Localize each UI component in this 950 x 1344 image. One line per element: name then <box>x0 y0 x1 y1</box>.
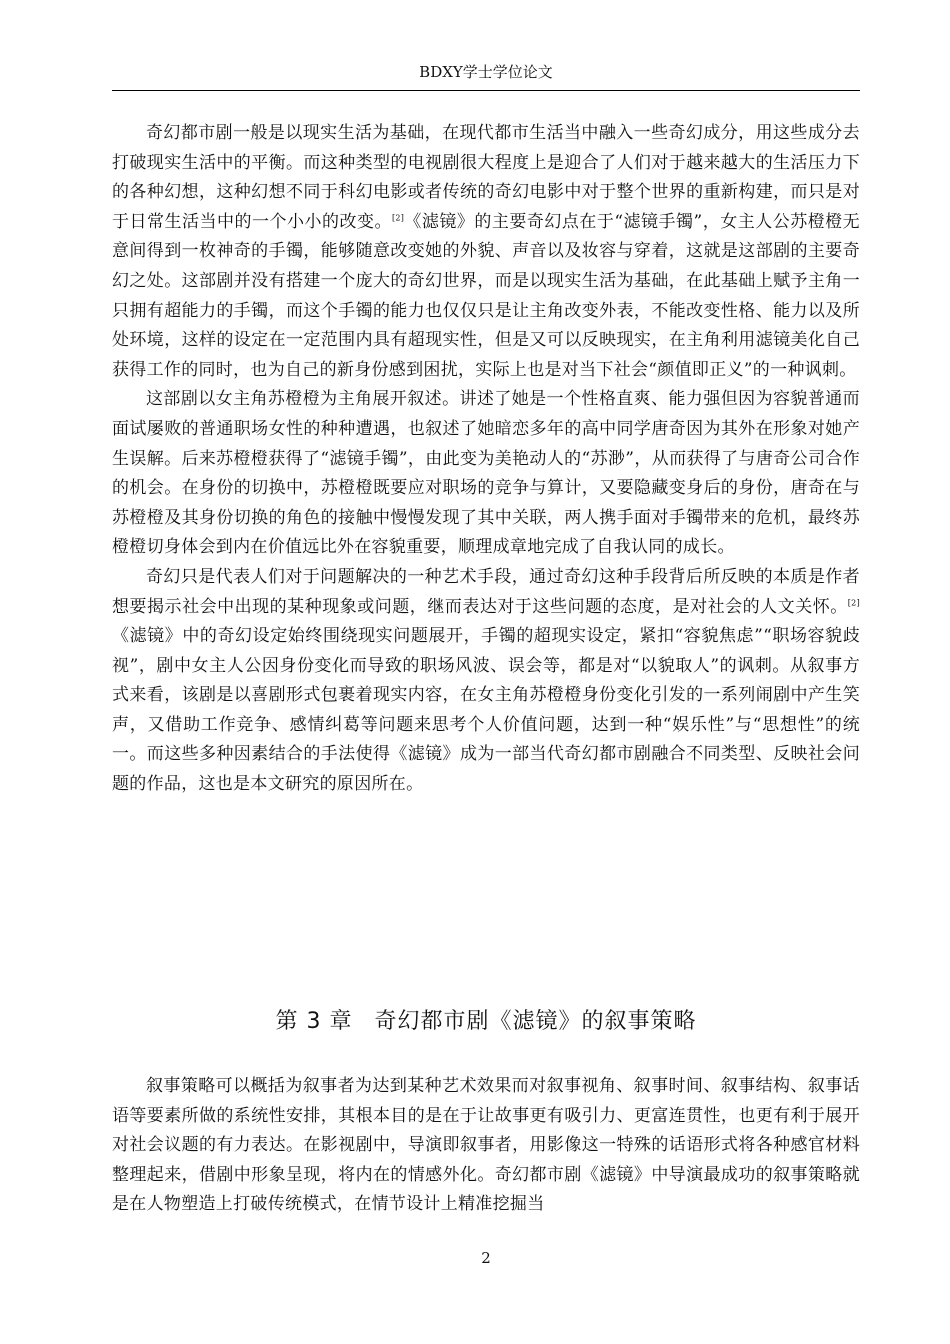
section-body <box>112 119 860 800</box>
paragraph-3-text-a: 奇幻只是代表人们对于问题解决的一种艺术手段，通过奇幻这种手段背后所反映的本质是作者想要揭示社会中出现的某种现象或问题，继而表达对于这些问题的态度，是对社会的人文关怀。 <box>112 566 860 617</box>
chapter-number: 第 3 章 <box>275 1009 353 1034</box>
page-number: 2 <box>481 1249 491 1267</box>
paragraph-3-text-b: 《滤镜》中的奇幻设定始终围绕现实问题展开，手镯的超现实设定，紧扣“容貌焦虑”“职场容貌歧视”，剧中女主人公因身份变化而导致的职场风波、误会等，都是对“以貌取人”的讽刺。从叙事方式来看，该剧是以喜剧形式包裹着现实内容，在女主角苏橙橙身份变化引发的一系列闹剧中产生笑声，又借助工作竞争、感情纠葛等问题来思考个人价值问题，达到一种“娱乐性”与“思想性”的统一。而这些多种因素结合的手法使得《滤镜》成为一部当代奇幻都市剧融合不同类型、反映社会问题的作品，这也是本文研究的原因所在。 <box>112 626 860 795</box>
citation-marker: [2] <box>847 597 860 607</box>
chapter-title: 奇幻都市剧《滤镜》的叙事策略 <box>374 1009 697 1034</box>
paragraph-1-text-a: 奇幻都市剧一般是以现实生活为基础，在现代都市生活当中融入一些奇幻成分，用这些成分去打破现实生活中的平衡。而这种类型的电视剧很大程度上是迎合了人们对于越来越大的生活压力下的各种幻想，这种幻想不同于科幻电影或者传统的奇幻电影中对于整个世界的重新构建，而只是对于日常生活当中的一个小小的改变。 <box>112 123 860 232</box>
paragraph-1 <box>112 119 860 385</box>
running-header: BDXY学士学位论文 <box>419 63 553 81</box>
chapter-heading <box>112 1006 860 1038</box>
citation-marker: [2] <box>391 213 405 223</box>
chapter-body <box>112 1072 860 1220</box>
paragraph-1-text-b: 《滤镜》的主要奇幻点在于“滤镜手镯”，女主人公苏橙橙无意间得到一枚神奇的手镯，能够随意改变她的外貌、声音以及妆容与穿着，这就是这部剧的主要奇幻之处。这部剧并没有搭建一个庞大的奇幻世界，而是以现实生活为基础，在此基础上赋予主角一只拥有超能力的手镯，而这个手镯的能力也仅仅只是让主角改变外表，不能改变性格、能力以及所处环境，这样的设定在一定范围内具有超现实性，但是又可以反映现实，在主角利用滤镜美化自己获得工作的同时，也为自己的新身份感到困扰，实际上也是对当下社会“颜值即正义”的一种讽刺。 <box>112 211 860 380</box>
paragraph-3 <box>112 563 860 800</box>
paragraph-2: 这部剧以女主角苏橙橙为主角展开叙述。讲述了她是一个性格直爽、能力强但因为容貌普通而面试屡败的普通职场女性的种种遭遇，也叙述了她暗恋多年的高中同学唐奇因为其外在形象对她产生误解。后来苏橙橙获得了“滤镜手镯”，由此变为美艳动人的“苏渺”，从而获得了与唐奇公司合作的机会。在身份的切换中，苏橙橙既要应对职场的竞争与算计，又要隐藏变身后的身份，唐奇在与苏橙橙及其身份切换的角色的接触中慢慢发现了其中关联，两人携手面对手镯带来的危机，最终苏橙橙切身体会到内在价值远比外在容貌重要，顺理成章地完成了自我认同的成长。 <box>112 389 860 558</box>
chapter-paragraph-1: 叙事策略可以概括为叙事者为达到某种艺术效果而对叙事视角、叙事时间、叙事结构、叙事话语等要素所做的系统性安排，其根本目的是在于让故事更有吸引力、更富连贯性，也更有利于展开对社会议题的有力表达。在影视剧中，导演即叙事者，用影像这一特殊的话语形式将各种感官材料整理起来，借剧中形象呈现，将内在的情感外化。奇幻都市剧《滤镜》中导演最成功的叙事策略就是在人物塑造上打破传统模式，在情节设计上精准挖掘当 <box>112 1076 860 1215</box>
header-divider <box>112 90 860 91</box>
